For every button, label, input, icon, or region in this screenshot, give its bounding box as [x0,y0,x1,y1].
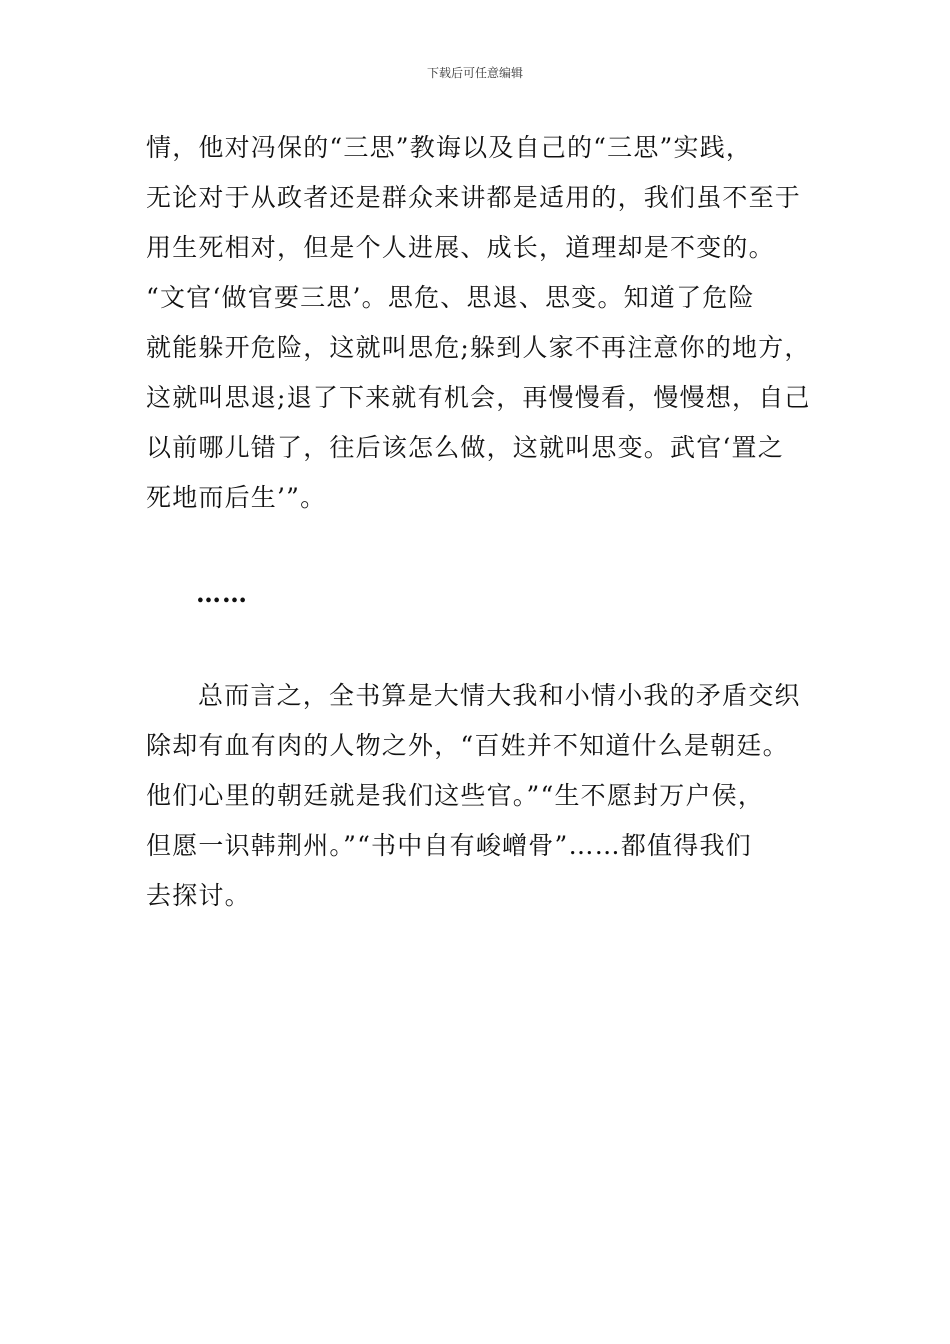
paragraph-line: 除却有血有肉的人物之外，“百姓并不知道什么是朝廷。 [146,731,789,760]
paragraph-line: 情，他对冯保的“三思”教诲以及自己的“三思”实践， [146,133,753,162]
paragraph-line: 无论对于从政者还是群众来讲都是适用的，我们虽不至于 [146,183,802,212]
ellipsis-separator: …… [196,579,248,608]
paragraph-line: 用生死相对，但是个人进展、成长，道理却是不变的。 [146,233,775,262]
paragraph-line: 他们心里的朝廷就是我们这些官。”“生不愿封万户侯， [146,781,765,810]
paragraph-line: 就能躲开危险，这就叫思危;躲到人家不再注意你的地方， [146,333,811,362]
page-header: 下载后可任意编辑 [426,66,523,80]
paragraph-line: 死地而后生’”。 [146,483,327,512]
paragraph-line: 去探讨。 [146,881,251,910]
paragraph-line: 但愿一识韩荆州。”“书中自有峻嶒骨”……都值得我们 [146,831,752,860]
paragraph-line: “文官‘做官要三思’。思危、思退、思变。知道了危险 [146,283,755,312]
paragraph-line: 总而言之，全书算是大情大我和小情小我的矛盾交织 [198,681,801,710]
paragraph-line: 这就叫思退;退了下来就有机会，再慢慢看，慢慢想，自己 [146,383,811,412]
paragraph-line: 以前哪儿错了，往后该怎么做，这就叫思变。武官‘置之 [146,433,784,462]
